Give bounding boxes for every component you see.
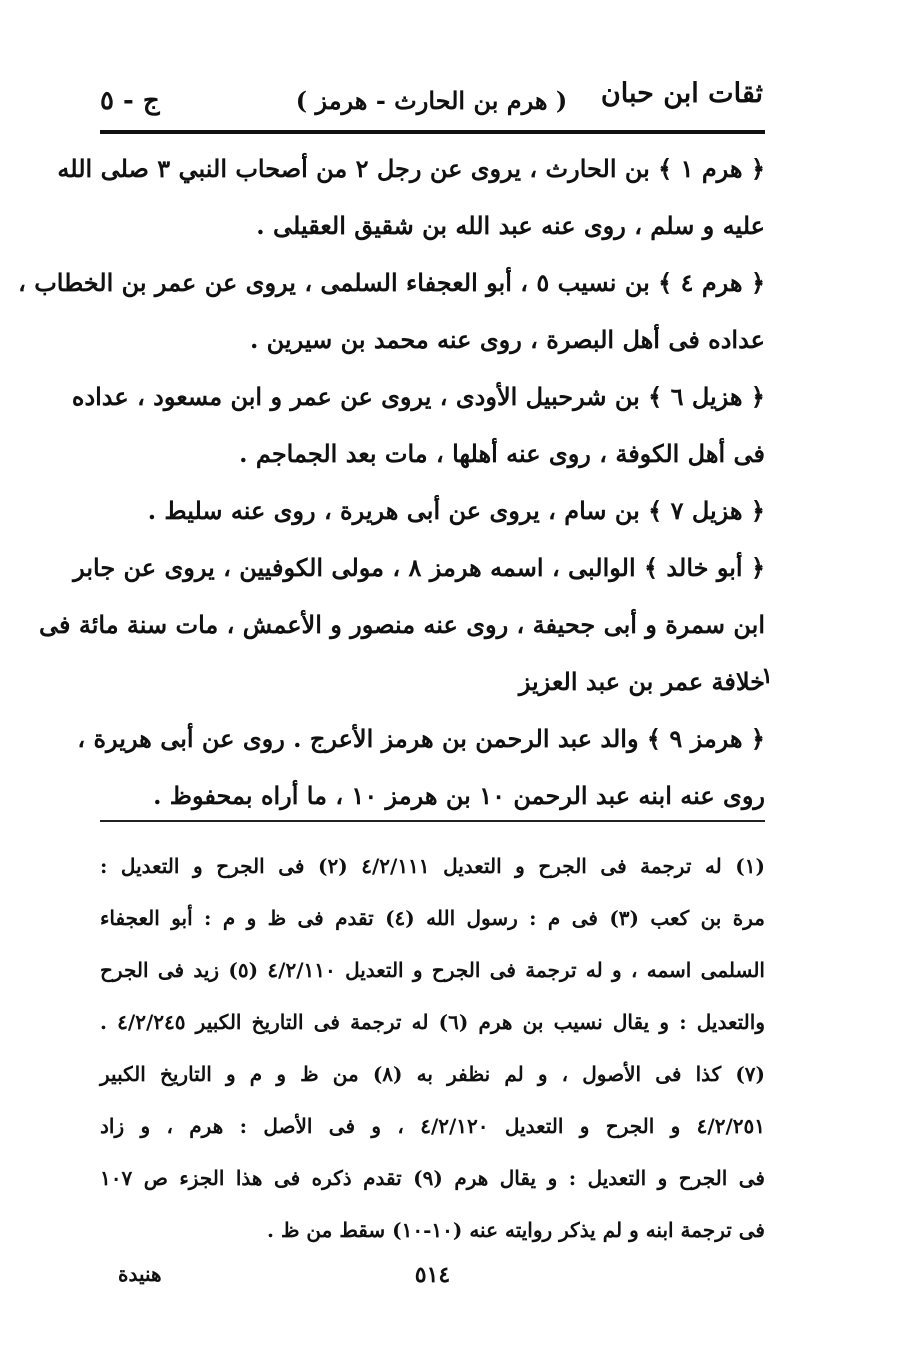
- text-line: ﴿ هرمز ٩ ﴾ والد عبد الرحمن بن هرمز الأعرج . روى عن أبى هريرة ،: [77, 724, 765, 753]
- footnote-line: فى ترجمة ابنه و لم يذكر روايته عنه (١٠-١٠) سقط من ظ .: [267, 1218, 765, 1242]
- footnote-line: (١) له ترجمة فى الجرح و التعديل ٤/٢/١١١ (٢) فى الجرح و التعديل :: [100, 854, 765, 878]
- text-line: ابن سمرة و أبى جحيفة ، روى عنه منصور و الأعمش ، مات سنة مائة فى: [39, 610, 765, 639]
- text-line: ﴿ هرم ٤ ﴾ بن نسيب ٥ ، أبو العجفاء السلمى ، يروى عن عمر بن الخطاب ،: [18, 268, 765, 297]
- press-mark: هنيدة: [118, 1262, 162, 1286]
- footnote-rule: [100, 820, 765, 822]
- page-number: ٥١٤: [414, 1262, 451, 1288]
- text-line: ﴿ هرم ١ ﴾ بن الحارث ، يروى عن رجل ٢ من أصحاب النبي ٣ صلى الله: [57, 154, 765, 183]
- footnote-line: مرة بن كعب (٣) فى م : رسول الله (٤) تقدم فى ظ و م : أبو العجفاء: [100, 906, 765, 930]
- footnote-line: فى الجرح و التعديل : و يقال هرم (٩) تقدم ذكره فى هذا الجزء ص ١٠٧: [100, 1166, 765, 1190]
- volume-number: ج - ٥: [100, 86, 160, 116]
- text-line: عليه و سلم ، روى عنه عبد الله بن شقيق العقيلى .: [256, 211, 765, 240]
- text-line: فى أهل الكوفة ، روى عنه أهلها ، مات بعد الجماجم .: [239, 439, 765, 468]
- text-line: خلافة عمر بن عبد العزيز: [518, 667, 765, 696]
- margin-line-marker: ١: [761, 663, 773, 689]
- footnote-line: (٧) كذا فى الأصول ، و لم نظفر به (٨) من ظ و م و التاريخ الكبير: [100, 1062, 765, 1086]
- text-line: ﴿ هزيل ٦ ﴾ بن شرحبيل الأودى ، يروى عن عمر و ابن مسعود ، عداده: [71, 382, 765, 411]
- header-rule: [100, 130, 765, 134]
- footnote-line: السلمى اسمه ، و له ترجمة فى الجرح و التعديل ٤/٢/١١٠ (٥) زيد فى الجرح: [100, 958, 765, 982]
- text-line: روى عنه ابنه عبد الرحمن ١٠ بن هرمز ١٠ ، ما أراه بمحفوظ .: [153, 781, 765, 810]
- running-header: [100, 78, 763, 128]
- footnote-line: ٤/٢/٢٥١ و الجرح و التعديل ٤/٢/١٢٠ ، و فى الأصل : هرم ، و زاد: [100, 1114, 765, 1138]
- main-text: [18, 140, 765, 824]
- text-line: ﴿ هزيل ٧ ﴾ بن سام ، يروى عن أبى هريرة ، روى عنه سليط .: [147, 496, 765, 525]
- footnotes: [100, 840, 765, 1256]
- section-range: ( هرم بن الحارث - هرمز ): [295, 86, 568, 115]
- footnote-line: والتعديل : و يقال نسيب بن هرم (٦) له ترجمة فى التاريخ الكبير ٤/٢/٢٤٥ .: [100, 1010, 765, 1034]
- book-title: ثقات ابن حبان: [600, 78, 763, 109]
- text-line: عداده فى أهل البصرة ، روى عنه محمد بن سيرين .: [249, 325, 765, 354]
- text-line: ﴿ أبو خالد ﴾ الوالبى ، اسمه هرمز ٨ ، مولى الكوفيين ، يروى عن جابر: [73, 553, 765, 582]
- page-footer: [100, 1262, 765, 1302]
